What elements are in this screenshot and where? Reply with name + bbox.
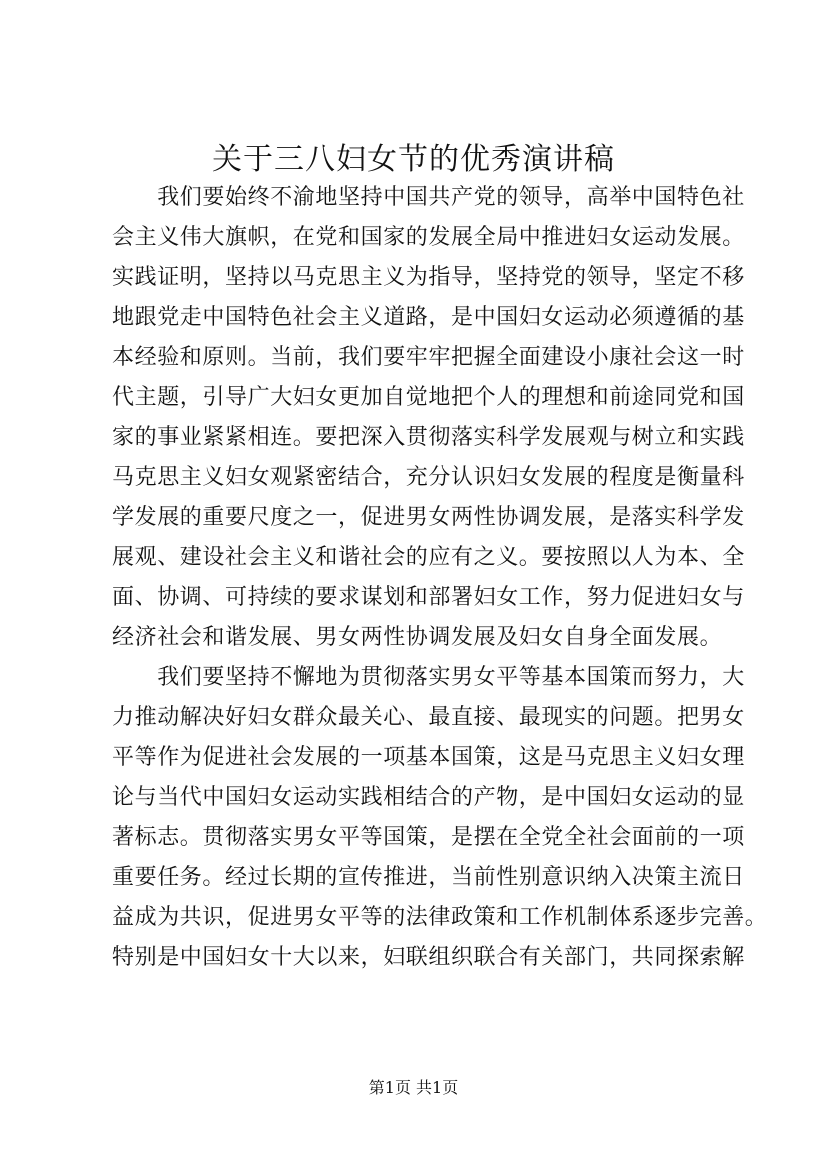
text-line: 著标志。贯彻落实男女平等国策，是摆在全党全社会面前的一项 xyxy=(112,825,745,850)
text-line: 代主题，引导广大妇女更加自觉地把个人的理想和前途同党和国 xyxy=(112,385,745,410)
text-line: 面、协调、可持续的要求谋划和部署妇女工作，努力促进妇女与 xyxy=(112,585,745,610)
text-line: 本经验和原则。当前，我们要牢牢把握全面建设小康社会这一时 xyxy=(112,345,745,370)
text-line: 学发展的重要尺度之一，促进男女两性协调发展，是落实科学发 xyxy=(112,505,745,530)
page-title: 关于三八妇女节的优秀演讲稿 xyxy=(212,142,615,177)
text-line: 益成为共识，促进男女平等的法律政策和工作机制体系逐步完善。 xyxy=(112,905,768,930)
text-line: 我们要始终不渝地坚持中国共产党的领导，高举中国特色社 xyxy=(112,185,745,210)
text-line: 实践证明，坚持以马克思主义为指导，坚持党的领导，坚定不移 xyxy=(112,265,745,290)
text-line: 特别是中国妇女十大以来，妇联组织联合有关部门，共同探索解 xyxy=(112,945,745,970)
text-line: 会主义伟大旗帜，在党和国家的发展全局中推进妇女运动发展。 xyxy=(112,225,745,250)
text-line: 展观、建设社会主义和谐社会的应有之义。要按照以人为本、全 xyxy=(112,545,745,570)
text-line: 平等作为促进社会发展的一项基本国策，这是马克思主义妇女理 xyxy=(112,745,745,770)
text-line: 我们要坚持不懈地为贯彻落实男女平等基本国策而努力，大 xyxy=(112,665,745,690)
text-line: 经济社会和谐发展、男女两性协调发展及妇女自身全面发展。 xyxy=(112,625,723,650)
text-line: 论与当代中国妇女运动实践相结合的产物，是中国妇女运动的显 xyxy=(112,785,745,810)
page-footer: 第1页 共1页 xyxy=(368,1078,459,1097)
text-line: 地跟党走中国特色社会主义道路，是中国妇女运动必须遵循的基 xyxy=(112,305,745,330)
text-line: 重要任务。经过长期的宣传推进，当前性别意识纳入决策主流日 xyxy=(112,865,745,890)
text-line: 家的事业紧紧相连。要把深入贯彻落实科学发展观与树立和实践 xyxy=(112,425,745,450)
body-text xyxy=(112,178,768,978)
text-line: 力推动解决好妇女群众最关心、最直接、最现实的问题。把男女 xyxy=(112,705,745,730)
text-line: 马克思主义妇女观紧密结合，充分认识妇女发展的程度是衡量科 xyxy=(112,465,745,490)
